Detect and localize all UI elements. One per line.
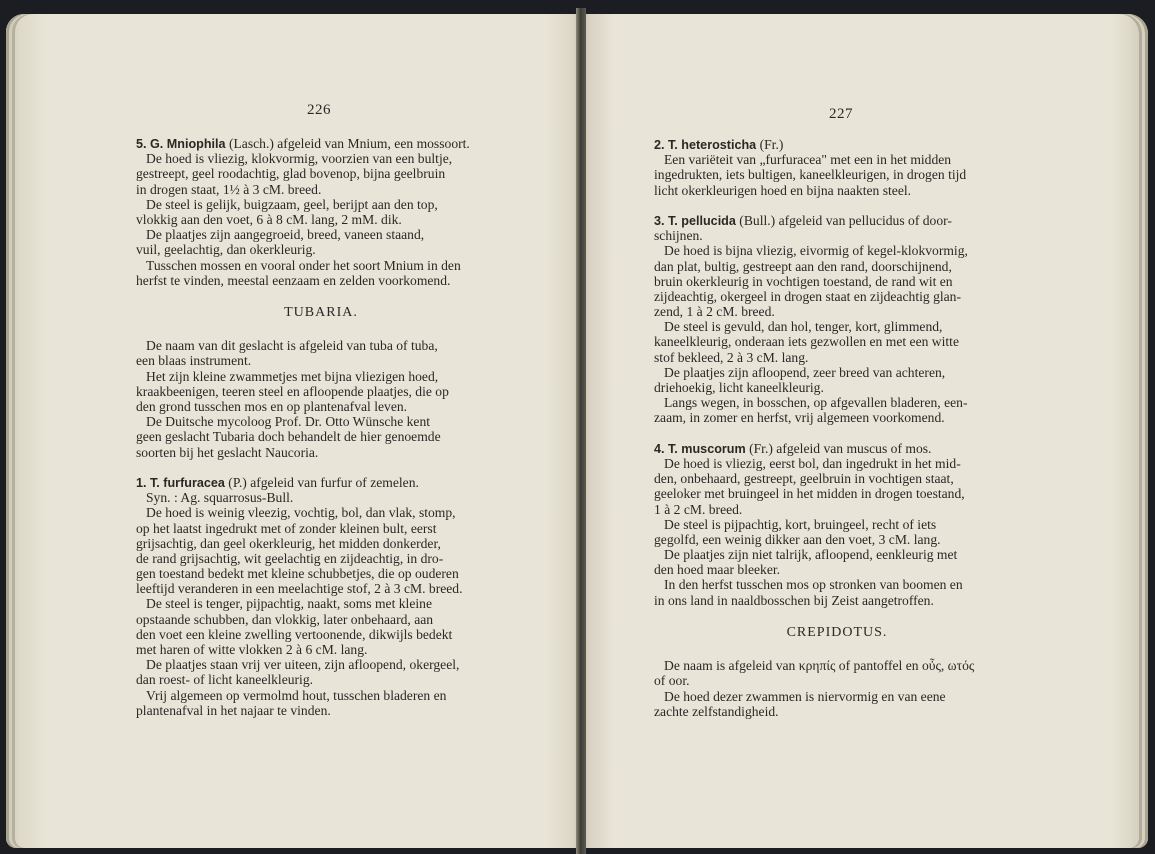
muscorum-line: in ons land in naaldbosschen bij Zeist aangetroffen.: [654, 592, 934, 608]
crepidotus-intro-line: De naam is afgeleid van κρηπίς of pantoffel en οὖς, ωτός: [664, 658, 975, 674]
muscorum-line: den, onbehaard, gestreept, geelbruin in vochtigen staat,: [654, 471, 954, 487]
furfuracea-line: (P.) afgeleid van furfur of zemelen.: [228, 474, 419, 490]
mniophila-line: gestreept, geel roodachtig, glad bovenop, bijna geelbruin: [136, 166, 446, 182]
pellucida-line: schijnen.: [654, 228, 703, 244]
furfuracea-first-line: [136, 475, 506, 490]
mniophila-line: De steel is gelijk, buigzaam, geel, berijpt aan den top,: [146, 196, 438, 212]
muscorum-line: geeloker met bruingeel in het midden in drogen toestand,: [654, 486, 965, 502]
crepidotus-intro-line: zachte zelfstandigheid.: [654, 703, 779, 719]
muscorum-heading: 4. T. muscorum: [654, 441, 746, 456]
muscorum-line: De hoed is vliezig, eerst bol, dan ingedrukt in het mid-: [664, 455, 961, 471]
crepidotus-intro-line: of oor.: [654, 673, 690, 689]
pellucida-first-line: [654, 213, 1020, 228]
tubaria-intro-line: Het zijn kleine zwammetjes met bijna vliezigen hoed,: [146, 368, 439, 384]
furfuracea-line: De plaatjes staan vrij ver uiteen, zijn afloopend, okergeel,: [146, 657, 460, 673]
heterosticha-heading: 2. T. heterosticha: [654, 138, 757, 152]
tubaria-intro-line: geen geslacht Tubaria doch behandelt de hier genoemde: [136, 429, 441, 445]
furfuracea-line: grijsachtig, dan geel okerkleurig, het midden donkerder,: [136, 535, 441, 551]
tubaria-intro-line: kraakbeenigen, teeren steel en afloopende plaatjes, die op: [136, 383, 449, 399]
pellucida-line: kaneelkleurig, onderaan iets gezwollen en met een witte: [654, 334, 959, 350]
furfuracea-heading: 1. T. furfuracea: [136, 475, 225, 490]
muscorum-first-line: [654, 441, 1020, 456]
furfuracea-line: leeftijd veranderen in een meelachtige stof, 2 à 3 cM. breed.: [136, 581, 463, 597]
left-page-body: [136, 136, 506, 718]
mniophila-line: herfst te vinden, meestal eenzaam en zelden voorkomend.: [136, 272, 451, 288]
pellucida-line: zend, 1 à 2 cM. breed.: [654, 304, 775, 320]
muscorum-line: De plaatjes zijn niet talrijk, afloopend, eenkleurig met: [664, 547, 958, 563]
pellucida-line: dan plat, bultig, gestreept aan den rand, doorschijnend,: [654, 258, 952, 274]
spacer: [654, 198, 1020, 213]
tubaria-intro-line: den grond tusschen mos en op plantenafval leven.: [136, 399, 408, 414]
pellucida-line: stof bekleed, 2 à 3 cM. lang.: [654, 349, 809, 365]
furfuracea-line: opstaande schubben, dan vlokkig, later onbehaard, aan: [136, 611, 434, 627]
heterosticha-line: licht okerkleurigen hoed en bijna naakten steel.: [654, 182, 912, 198]
muscorum-line: (Fr.) afgeleid van muscus of mos.: [749, 440, 932, 456]
spacer: [136, 323, 506, 338]
spacer: [654, 608, 1020, 623]
mniophila-line: vlokkig aan den voet, 6 à 8 cM. lang, 2 mM. dik.: [136, 211, 402, 227]
heterosticha-line: Een variëteit van „furfuracea" met een in het midden: [664, 152, 952, 168]
spacer: [654, 426, 1020, 441]
spacer: [654, 643, 1020, 658]
mniophila-first-line: [136, 136, 506, 151]
furfuracea-line: op het laatst ingedrukt met of zonder kleinen bult, eerst: [136, 520, 437, 536]
section-title-tubaria: TUBARIA.: [284, 305, 358, 321]
crepidotus-intro-line: De hoed dezer zwammen is niervormig en van eene: [664, 688, 946, 704]
furfuracea-line: de rand grijsachtig, wit geelachtig en zijdeachtig, in dro-: [136, 550, 444, 566]
right-page: [580, 14, 1148, 848]
furfuracea-line: Syn. : Ag. squarrosus-Bull.: [146, 490, 294, 506]
muscorum-line: gegolfd, een weinig dikker aan den voet, 3 cM. lang.: [654, 531, 941, 547]
furfuracea-line: den voet een kleine zwelling vertoonende, dikwijls bedekt: [136, 626, 453, 642]
pellucida-line: driehoekig, licht kaneelkleurig.: [654, 380, 824, 395]
pellucida-heading: 3. T. pellucida: [654, 213, 736, 228]
page-number-227: 227: [829, 106, 853, 122]
mniophila-line: Tusschen mossen en vooral onder het soort Mnium in den: [146, 257, 461, 273]
mniophila-heading: 5. G. Mniophila: [136, 137, 226, 151]
furfuracea-line: Vrij algemeen op vermolmd hout, tusschen bladeren en: [146, 687, 447, 703]
muscorum-line: den hoed maar bleeker.: [654, 562, 781, 578]
heterosticha-line: ingedrukten, iets bultigen, kaneelkleurigen, in drogen tijd: [654, 167, 967, 183]
mniophila-line: De hoed is vliezig, klokvormig, voorzien van een bultje,: [146, 151, 453, 167]
furfuracea-line: dan roest- of licht kaneelkleurig.: [136, 672, 314, 688]
furfuracea-line: De hoed is weinig vleezig, vochtig, bol, dan vlak, stomp,: [146, 505, 456, 521]
heterosticha-line: (Fr.): [759, 137, 784, 152]
open-book: [0, 8, 1155, 846]
mniophila-line: De plaatjes zijn aangegroeid, breed, vaneen staand,: [146, 227, 425, 243]
pellucida-line: De hoed is bijna vliezig, eivormig of kegel-klokvormig,: [664, 243, 968, 259]
section-title-crepidotus: CREPIDOTUS.: [786, 625, 888, 640]
spacer: [136, 288, 506, 303]
furfuracea-line: plantenafval in het najaar te vinden.: [136, 702, 331, 718]
heterosticha-first-line: [654, 137, 1020, 152]
muscorum-line: 1 à 2 cM. breed.: [654, 501, 743, 517]
pellucida-line: De plaatjes zijn afloopend, zeer breed van achteren,: [664, 364, 946, 380]
pellucida-line: (Bull.) afgeleid van pellucidus of door-: [739, 212, 952, 228]
mniophila-line: (Lasch.) afgeleid van Mnium, een mossoort.: [228, 136, 470, 151]
muscorum-line: De steel is pijpachtig, kort, bruingeel, recht of iets: [664, 516, 937, 532]
mniophila-line: in drogen staat, 1½ à 3 cM. breed.: [136, 181, 322, 197]
tubaria-intro-line: soorten bij het geslacht Naucoria.: [136, 444, 319, 460]
mniophila-line: vuil, geelachtig, dan okerkleurig.: [136, 242, 316, 258]
page-number-226: 226: [307, 102, 331, 118]
left-page: [6, 14, 584, 848]
right-page-body: [654, 137, 1020, 719]
book-spine-gutter: [576, 8, 586, 854]
furfuracea-line: De steel is tenger, pijpachtig, naakt, soms met kleine: [146, 596, 432, 612]
pellucida-line: zaam, in zomer en herfst, vrij algemeen voorkomend.: [654, 410, 945, 426]
furfuracea-line: gen toestand bedekt met kleine schubbetjes, die op ouderen: [136, 566, 459, 582]
pellucida-line: De steel is gevuld, dan hol, tenger, kort, glimmend,: [664, 319, 943, 335]
tubaria-intro-line: De Duitsche mycoloog Prof. Dr. Otto Wünsche kent: [146, 414, 431, 430]
pellucida-line: zijdeachtig, okergeel in drogen staat en zijdeachtig glan-: [654, 288, 961, 304]
pellucida-line: Langs wegen, in bosschen, op afgevallen bladeren, een-: [664, 395, 968, 411]
spacer: [136, 460, 506, 475]
furfuracea-line: met haren of witte vlokken 2 à 6 cM. lang.: [136, 642, 368, 657]
tubaria-intro-line: De naam van dit geslacht is afgeleid van tuba of tuba,: [146, 338, 438, 354]
muscorum-line: In den herfst tusschen mos op stronken van boomen en: [664, 577, 963, 593]
tubaria-intro-line: een blaas instrument.: [136, 353, 252, 369]
pellucida-line: bruin okerkleurig in vochtigen toestand, de rand wit en: [654, 273, 953, 289]
